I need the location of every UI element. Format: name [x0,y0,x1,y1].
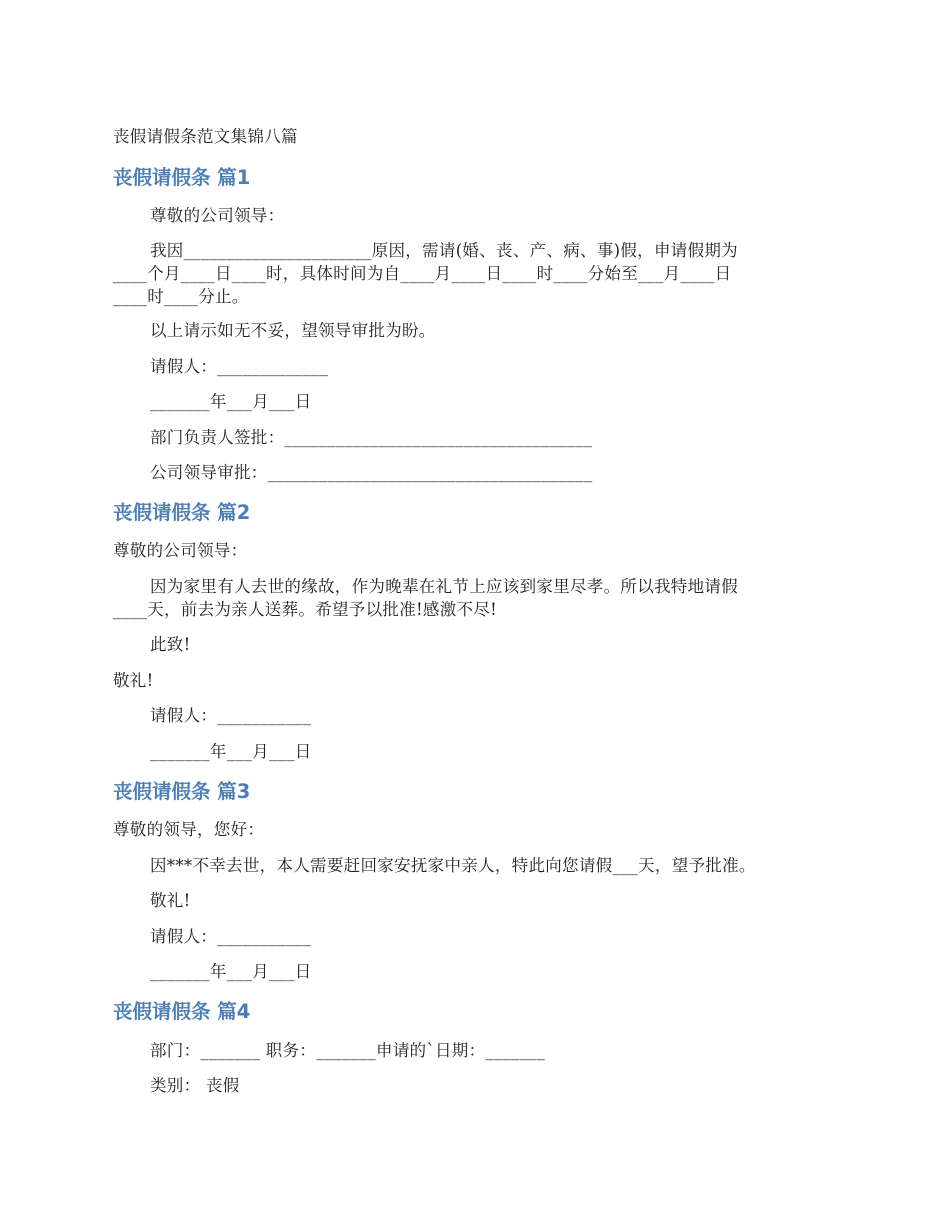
date-line: _______年___月___日 [150,962,312,981]
applicant-line: 请假人：___________ [150,706,312,725]
section-heading-3: 丧假请假条 篇3 [113,780,251,803]
section-heading-2: 丧假请假条 篇2 [113,501,251,524]
paragraph-line: 敬礼! [150,891,191,910]
paragraph-line: 此致! [150,635,191,654]
applicant-line: 请假人：_____________ [150,357,329,376]
paragraph-line: 尊敬的公司领导： [150,206,285,225]
paragraph-line: 我因______________________原因，需请(婚、丧、产、病、事)假，申请假期为 [150,241,738,260]
leader-approval-line: 公司领导审批：______________________________________ [150,463,593,482]
paragraph-line: 因为家里有人去世的缘故，作为晚辈在礼节上应该到家里尽孝。所以我特地请假 [150,577,738,596]
paragraph-line: 以上请示如无不妥，望领导审批为盼。 [150,321,436,340]
paragraph-line: ____天，前去为亲人送葬。希望予以批准!感激不尽! [113,600,498,619]
section-heading-4: 丧假请假条 篇4 [113,1000,251,1023]
document-title: 丧假请假条范文集锦八篇 [113,127,298,146]
paragraph-line: ____时____分止。 [113,287,249,306]
applicant-line: 请假人：___________ [150,927,312,946]
leave-type-line: 类别： 丧假 [150,1076,240,1095]
date-line: _______年___月___日 [150,742,312,761]
paragraph-line: 尊敬的公司领导： [113,541,248,560]
paragraph-line: 因***不幸去世，本人需要赶回家安抚家中亲人，特此向您请假___天，望予批准。 [150,856,756,875]
section-heading-1: 丧假请假条 篇1 [113,166,251,189]
date-line: _______年___月___日 [150,392,312,411]
paragraph-line: 尊敬的领导，您好： [113,820,265,839]
paragraph-line: ____个月____日____时，具体时间为自____月____日____时____分始至___月____日 [113,264,732,283]
dept-signature-line: 部门负责人签批：____________________________________ [150,428,593,447]
form-fields-line: 部门：_______ 职务：_______申请的`日期：_______ [150,1041,546,1060]
paragraph-line: 敬礼! [113,671,154,690]
